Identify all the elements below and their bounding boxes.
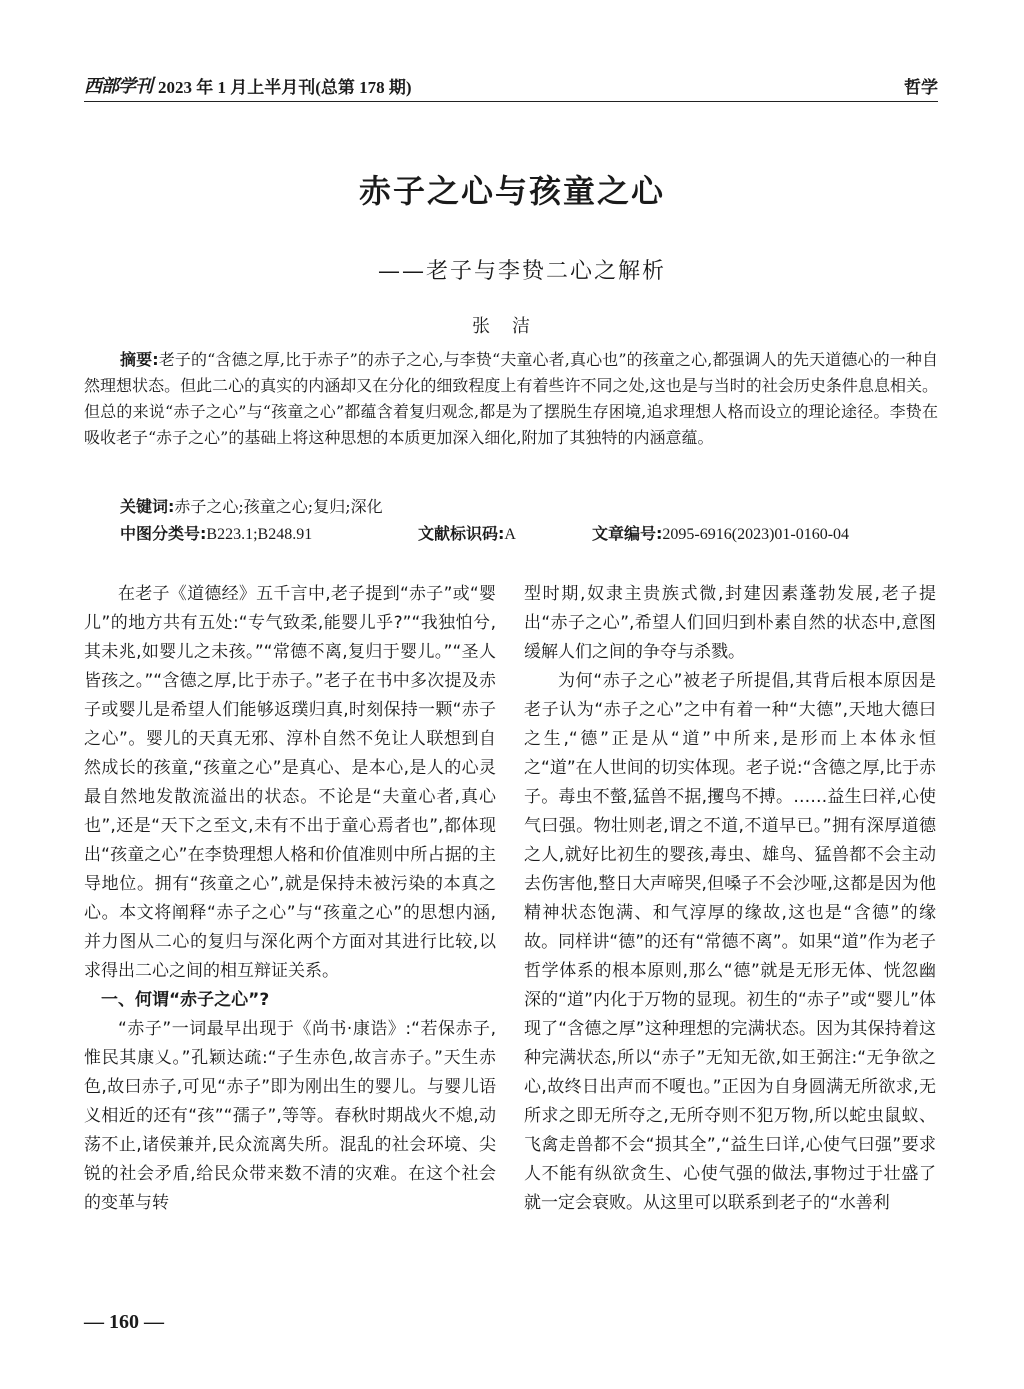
running-header bbox=[84, 72, 938, 98]
body-paragraph: 为何“赤子之心”被老子所提倡,其背后根本原因是老子认为“赤子之心”之中有着一种“大德”,天地大德曰之生,“德”正是从“道”中所来,是形而上本体永恒之“道”在人世间的切实体现。老子说:“含德之厚,比于赤子。毒虫不螫,猛兽不据,攫鸟不搏。……益生曰祥,心使气曰强。物壮则老,谓之不道,不道早已。”拥有深厚道德之人,就好比初生的婴孩,毒虫、雄鸟、猛兽都不会主动去伤害他,整日大声啼哭,但嗓子不会沙哑,这都是因为他精神状态饱满、和气淳厚的缘故,这也是“含德”的缘故。同样讲“德”的还有“常德不离”。如果“道”作为老子哲学体系的根本原则,那么“德”就是无形无体、恍忽幽深的“道”内化于万物的显现。初生的“赤子”或“婴儿”体现了“含德之厚”这种理想的完满状态。因为其保持着这种完满状态,所以“赤子”无知无欲,如王弼注:“无争欲之心,故终日出声而不嗄也。”正因为自身圆满无所欲求,无所求之即无所夺之,无所夺则不犯万物,所以蛇虫鼠蚁、飞禽走兽都不会“损其全”,“益生曰详,心使气曰强”要求人不能有纵欲贪生、心使气强的做法,事物过于壮盛了就一定会衰败。从这里可以联系到老子的“水善利 bbox=[524, 671, 936, 1213]
left-column bbox=[84, 580, 496, 1218]
keywords bbox=[120, 494, 938, 520]
doc-code-value: A bbox=[504, 526, 516, 543]
body-paragraph: 型时期,奴隶主贵族式微,封建因素蓬勃发展,老子提出“赤子之心”,希望人们回归到朴素自然的状态中,意图缓解人们之间的争夺与杀戮。 bbox=[524, 584, 936, 662]
section-heading: 一、何谓“赤子之心”? bbox=[101, 990, 270, 1010]
body-paragraph: 在老子《道德经》五千言中,老子提到“赤子”或“婴儿”的地方共有五处:“专气致柔,能婴儿乎?”“我独怕兮,其未兆,如婴儿之未孩。”“常德不离,复归于婴儿。”“圣人皆孩之。”“含德之厚,比于赤子。”老子在书中多次提及赤子或婴儿是希望人们能够返璞归真,时刻保持一颗“赤子之心”。婴儿的天真无邪、淳朴自然不免让人联想到自然成长的孩童,“孩童之心”是真心、是本心,是人的心灵最自然地发散流溢出的状态。不论是“夫童心者,真心也”,还是“天下之至文,未有不出于童心焉者也”,都体现出“孩童之心”在李贽理想人格和价值准则中所占据的主导地位。拥有“孩童之心”,就是保持未被污染的本真之心。本文将阐释“赤子之心”与“孩童之心”的思想内涵,并力图从二心的复归与深化两个方面对其进行比较,以求得出二心之间的相互辩证关系。 bbox=[84, 584, 496, 981]
article-title: 赤子之心与孩童之心 bbox=[358, 172, 665, 210]
abstract-label: 摘要: bbox=[120, 350, 159, 369]
header-rule bbox=[84, 101, 938, 102]
author-line bbox=[0, 312, 1024, 338]
abstract bbox=[84, 347, 938, 451]
clc-label: 中图分类号: bbox=[120, 524, 207, 543]
right-column bbox=[524, 580, 936, 1218]
clc-field bbox=[120, 521, 312, 548]
article-subtitle: ——老子与李贽二心之解析 bbox=[377, 259, 666, 284]
journal-issue: 2023 年 1 月上半月刊(总第 178 期) bbox=[158, 78, 412, 97]
author-name: 张洁 bbox=[472, 316, 552, 337]
doc-code-label: 文献标识码: bbox=[418, 524, 505, 543]
page-number: — 160 — bbox=[84, 1311, 164, 1333]
section-name: 哲学 bbox=[904, 78, 938, 98]
article-no-field bbox=[592, 521, 849, 548]
clc-value: B223.1;B248.91 bbox=[206, 526, 313, 543]
classification-line bbox=[120, 521, 938, 547]
keywords-label: 关键词: bbox=[120, 497, 175, 516]
article-no-label: 文章编号: bbox=[592, 524, 663, 543]
keywords-text: 赤子之心;孩童之心;复归;深化 bbox=[174, 497, 383, 516]
journal-logo: 西部学刊 bbox=[84, 76, 152, 97]
article-no-value: 2095-6916(2023)01-0160-04 bbox=[662, 526, 850, 543]
abstract-text: 老子的“含德之厚,比于赤子”的赤子之心,与李贽“夫童心者,真心也”的孩童之心,都强调人的先天道德心的一种自然理想状态。但此二心的真实的内涵却又在分化的细致程度上有着些许不同之处,这也是与当时的社会历史条件息息相关。但总的来说“赤子之心”与“孩童之心”都蕴含着复归观念,都是为了摆脱生存困境,追求理想人格而设立的理论途径。李贽在吸收老子“赤子之心”的基础上将这种思想的本质更加深入细化,附加了其独特的内涵意蕴。 bbox=[84, 350, 938, 447]
doc-code-field bbox=[418, 521, 516, 548]
body-paragraph: “赤子”一词最早出现于《尚书·康诰》:“若保赤子,惟民其康乂。”孔颖达疏:“子生赤色,故言赤子。”天生赤色,故曰赤子,可见“赤子”即为刚出生的婴儿。与婴儿语义相近的还有“孩”“孺子”,等等。春秋时期战火不熄,动荡不止,诸侯兼并,民众流离失所。混乱的社会环境、尖锐的社会矛盾,给民众带来数不清的灾难。在这个社会的变革与转 bbox=[84, 1019, 496, 1213]
